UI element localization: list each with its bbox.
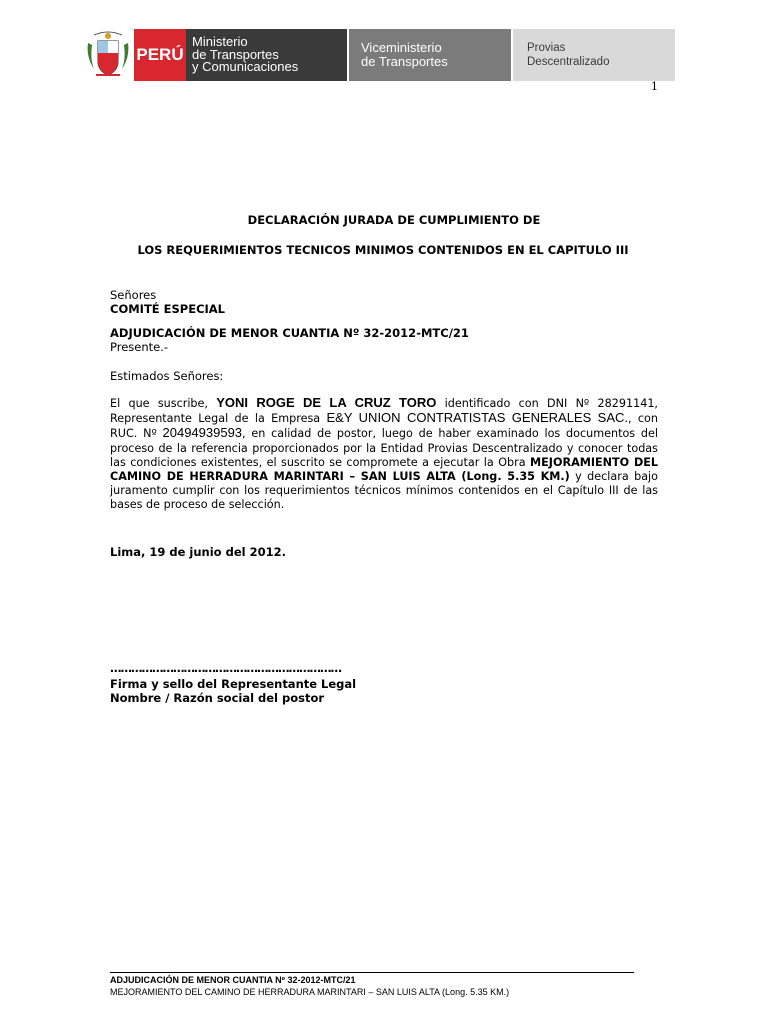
company-name: E&Y UNION CONTRATISTAS GENERALES SAC.: [326, 410, 629, 426]
ruc-number: 20494939593: [162, 425, 243, 441]
addressee-senores: Señores: [110, 288, 157, 302]
ministerio-label: Ministerio de Transportes y Comunicaciones: [186, 29, 347, 81]
addressee-adjudicacion: ADJUDICACIÓN DE MENOR CUANTIA Nº 32-2012-MTC/21: [110, 326, 469, 340]
signature-line1: Firma y sello del Representante Legal: [110, 677, 357, 691]
signature-line2: Nombre / Razón social del postor: [110, 691, 325, 705]
peru-label: PERÚ: [134, 29, 186, 81]
greeting: Estimados Señores:: [110, 369, 224, 383]
document-title-line1: DECLARACIÓN JURADA DE CUMPLIMIENTO DE: [247, 213, 541, 227]
viceministerio-label: Viceministerio de Transportes: [349, 29, 511, 81]
coat-of-arms-icon: [84, 29, 132, 81]
addressee-comite: COMITÉ ESPECIAL: [110, 302, 226, 316]
letterhead: [84, 29, 675, 81]
footer-divider: [110, 972, 634, 973]
footer-line2: MEJORAMIENTO DEL CAMINO DE HERRADURA MARINTARI – SAN LUIS ALTA (Long. 5.35 KM.): [110, 987, 510, 997]
footer-line1: ADJUDICACIÓN DE MENOR CUANTIA Nº 32-2012-MTC/21: [110, 975, 356, 985]
document-title-line2: LOS REQUERIMIENTOS TECNICOS MINIMOS CONTENIDOS EN EL CAPITULO III: [137, 243, 629, 257]
representative-name: YONI ROGE DE LA CRUZ TORO: [216, 395, 437, 410]
provias-label: Provias Descentralizado: [513, 29, 675, 81]
page-number: 1: [651, 80, 658, 93]
obra-name: MEJORAMIENTO DEL CAMINO DE HERRADURA MARINTARI – SAN LUIS ALTA (Long. 5.35 KM.): [110, 455, 658, 484]
declaration-paragraph: El que suscribe, YONI ROGE DE LA CRUZ TORO identificado con DNI Nº 28291141, Representante Legal de la Empresa E&Y UNION CONTRATISTAS GENERALES SAC., con RUC. Nº 20494939593, en calidad de postor, luego de haber examinado los documentos del proceso de la referencia proporcionados por la Entidad Provias Descentralizado y conocer todas las condiciones existentes, el suscrito se compromete a ejecutar la Obra MEJORAMIENTO DEL CAMINO DE HERRADURA MARINTARI – SAN LUIS ALTA (Long. 5.35 KM.) y declara bajo juramento cumplir con los requerimientos técnicos mínimos contenidos en el Capítulo III de las bases de proceso de selección.: [110, 395, 658, 512]
signature-dots: …………………………………………………………: [110, 661, 341, 675]
addressee-presente: Presente.-: [110, 340, 169, 354]
date-line: Lima, 19 de junio del 2012.: [110, 545, 286, 559]
